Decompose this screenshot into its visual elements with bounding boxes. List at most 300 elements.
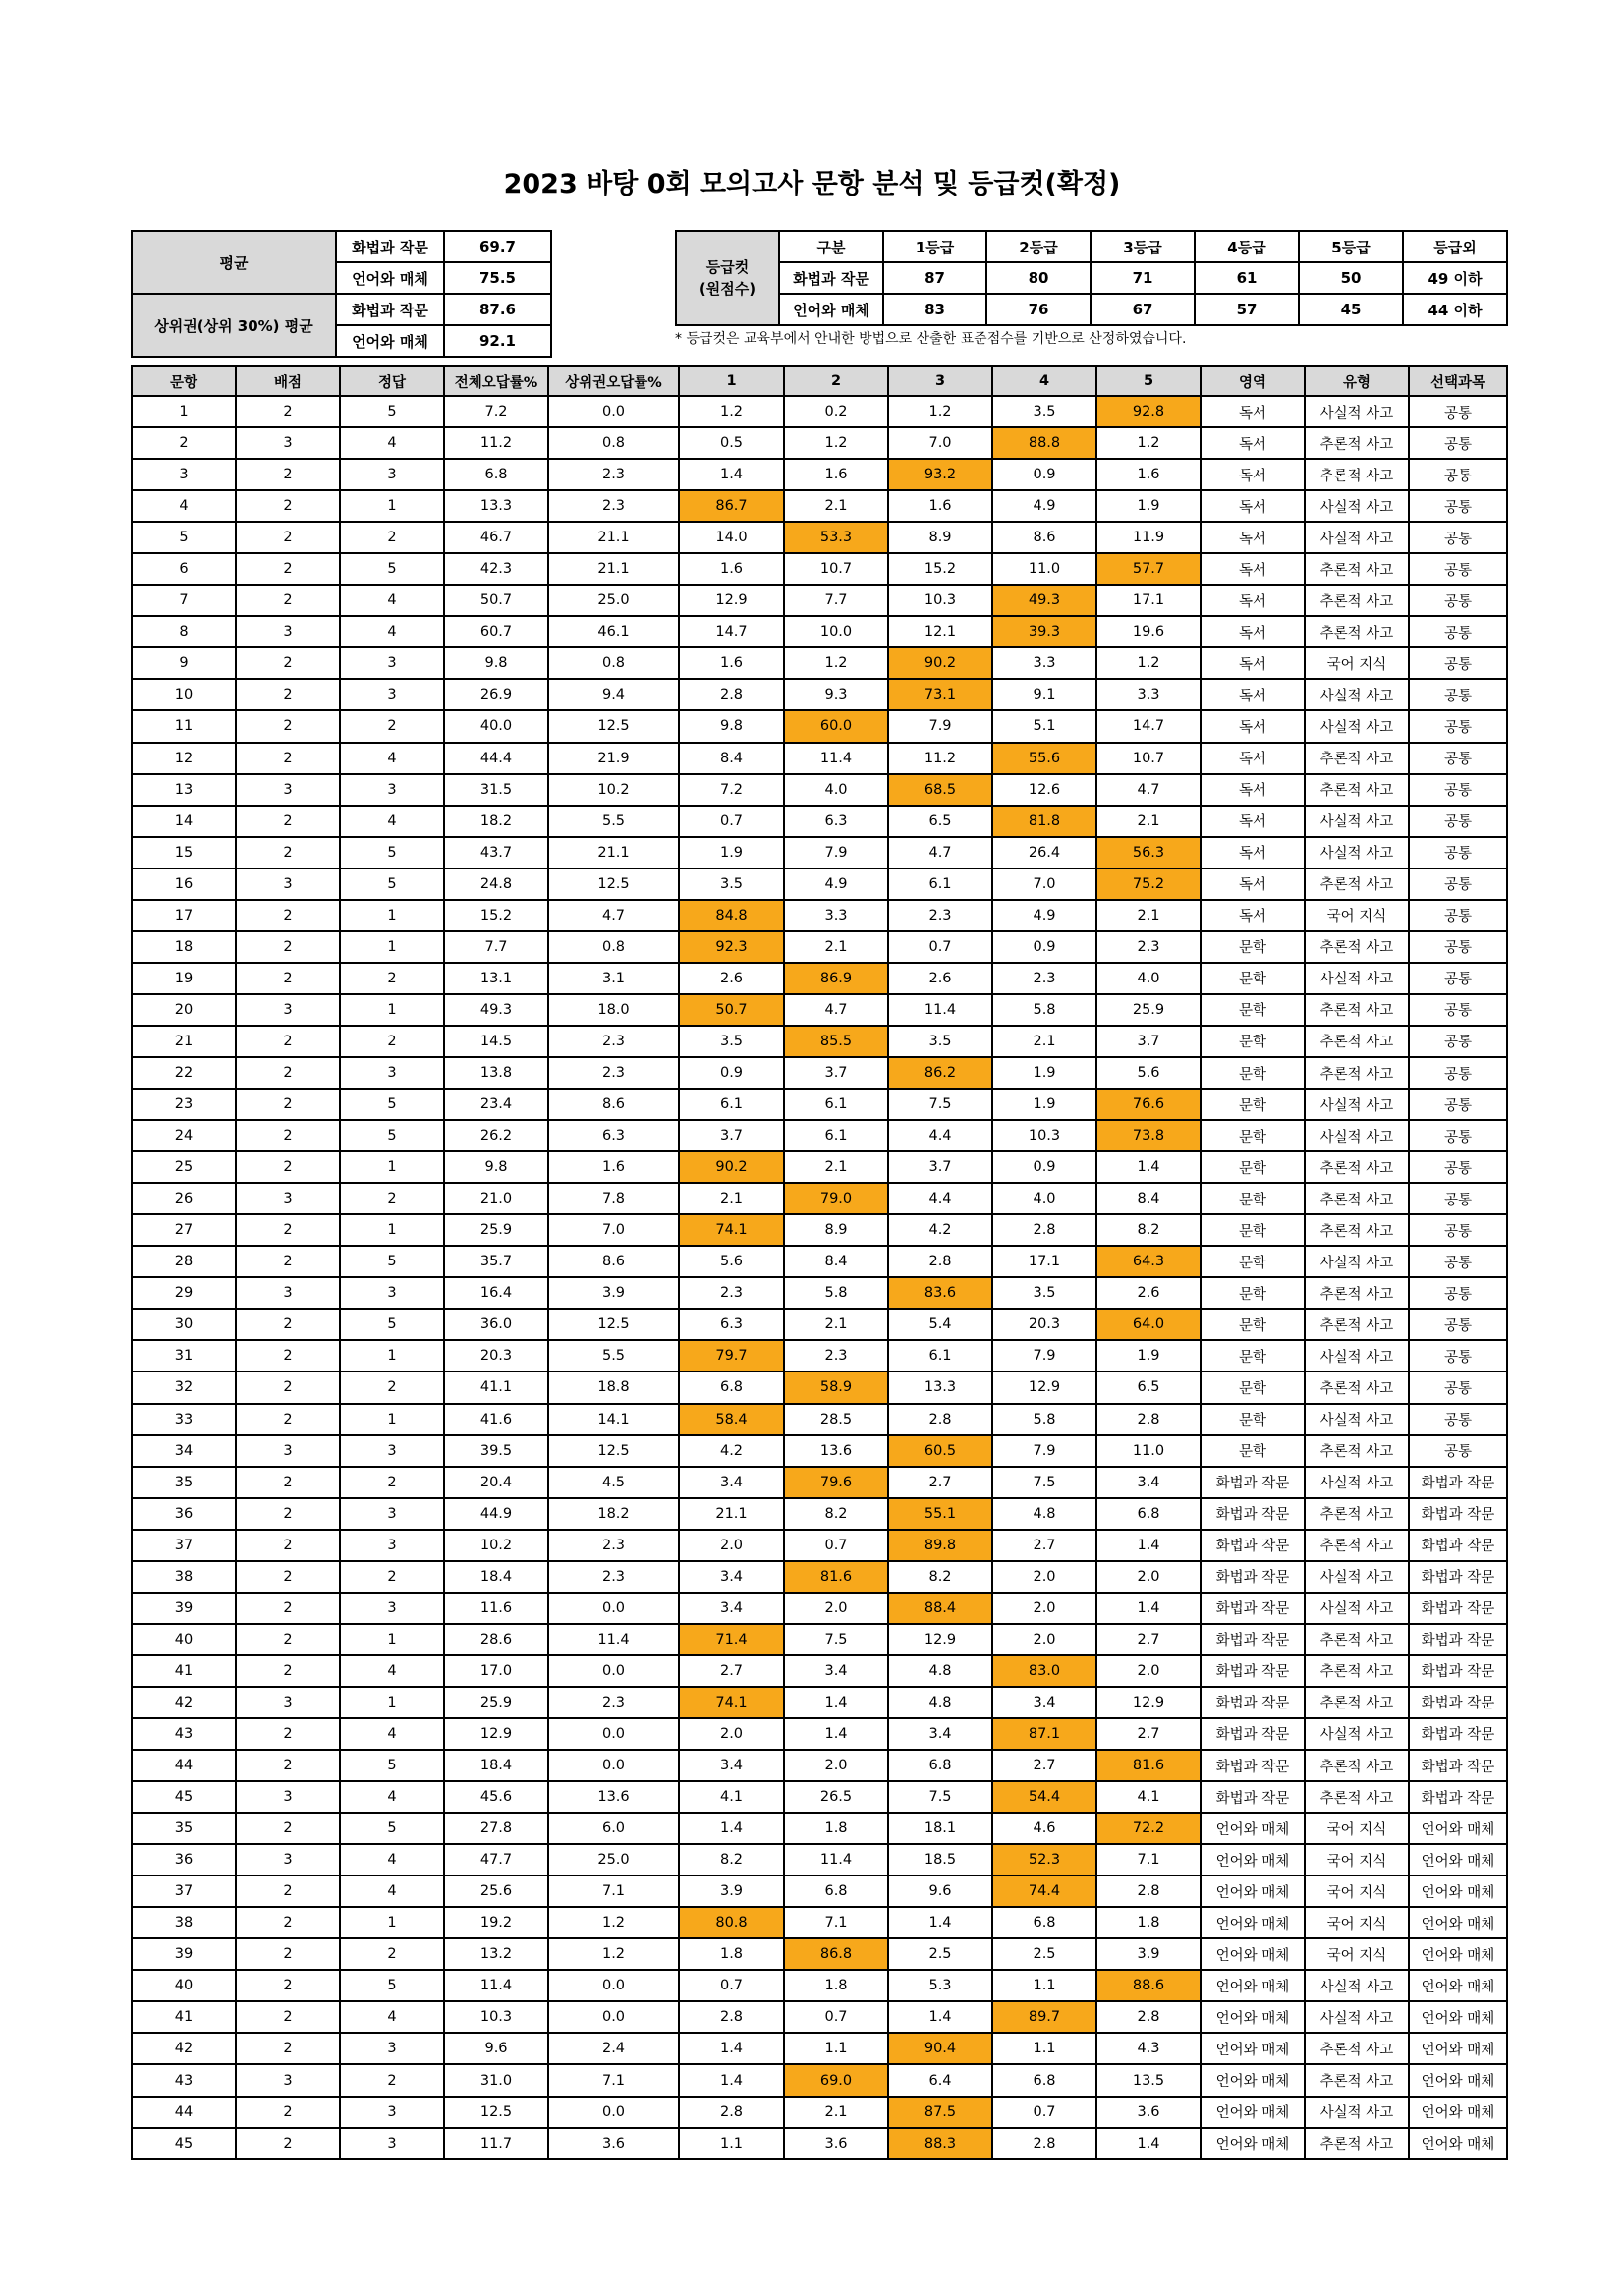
table-cell: 14.1 xyxy=(548,1404,679,1435)
table-cell: 33 xyxy=(132,1404,236,1435)
table-cell: 1.6 xyxy=(784,459,888,490)
table-cell: 6 xyxy=(132,553,236,585)
table-cell: 3.4 xyxy=(679,1593,784,1624)
correct-answer-rate-cell: 49.3 xyxy=(992,585,1096,616)
table-cell: 2 xyxy=(236,1467,340,1498)
table-cell: 17.0 xyxy=(444,1655,548,1687)
table-cell: 2 xyxy=(236,710,340,742)
table-cell: 문학 xyxy=(1201,963,1305,994)
correct-answer-rate-cell: 74.1 xyxy=(679,1214,784,1246)
table-cell: 언어와 매체 xyxy=(1201,1938,1305,1970)
column-header: 배점 xyxy=(236,366,340,396)
table-row xyxy=(132,553,1507,585)
column-header: 2 xyxy=(784,366,888,396)
table-cell: 1.2 xyxy=(784,647,888,679)
table-cell: 12.1 xyxy=(888,616,992,647)
correct-answer-rate-cell: 89.8 xyxy=(888,1530,992,1561)
table-cell: 9.6 xyxy=(888,1876,992,1907)
table-cell: 2.0 xyxy=(1096,1561,1201,1593)
table-cell: 사실적 사고 xyxy=(1305,1089,1409,1120)
table-cell: 2 xyxy=(236,1214,340,1246)
table-row xyxy=(132,2064,1507,2096)
table-cell: 언어와 매체 xyxy=(1201,2001,1305,2033)
table-cell: 화법과 작문 xyxy=(1409,1498,1507,1530)
table-cell: 4.0 xyxy=(1096,963,1201,994)
grade-cut-header: 5등급 xyxy=(1299,231,1403,262)
correct-answer-rate-cell: 55.6 xyxy=(992,743,1096,774)
table-cell: 2 xyxy=(236,1530,340,1561)
correct-answer-rate-cell: 92.8 xyxy=(1096,396,1201,427)
table-cell: 7.5 xyxy=(888,1781,992,1813)
table-cell: 화법과 작문 xyxy=(1201,1498,1305,1530)
table-cell: 3 xyxy=(340,1435,444,1467)
table-cell: 1.4 xyxy=(679,2064,784,2096)
table-cell: 10 xyxy=(132,679,236,710)
table-row xyxy=(132,490,1507,522)
table-cell: 문학 xyxy=(1201,1089,1305,1120)
table-cell: 7.5 xyxy=(888,1089,992,1120)
table-cell: 1 xyxy=(340,1624,444,1655)
table-cell: 1.4 xyxy=(679,2033,784,2064)
grade-cut-subject: 언어와 매체 xyxy=(779,294,883,325)
table-cell: 44 xyxy=(132,1750,236,1781)
table-cell: 0.9 xyxy=(992,931,1096,963)
correct-answer-rate-cell: 86.7 xyxy=(679,490,784,522)
average-value: 87.6 xyxy=(444,294,551,325)
table-cell: 7.7 xyxy=(784,585,888,616)
table-cell: 35.7 xyxy=(444,1246,548,1277)
table-cell: 1.1 xyxy=(992,2033,1096,2064)
table-cell: 2 xyxy=(236,1750,340,1781)
table-cell: 2 xyxy=(236,1340,340,1372)
table-cell: 4 xyxy=(340,427,444,459)
table-cell: 언어와 매체 xyxy=(1409,1907,1507,1938)
table-cell: 46.1 xyxy=(548,616,679,647)
table-cell: 2 xyxy=(236,1907,340,1938)
table-cell: 2.1 xyxy=(679,1183,784,1214)
correct-answer-rate-cell: 50.7 xyxy=(679,994,784,1026)
table-cell: 화법과 작문 xyxy=(1201,1655,1305,1687)
correct-answer-rate-cell: 56.3 xyxy=(1096,837,1201,868)
table-cell: 14.7 xyxy=(1096,710,1201,742)
table-cell: 5 xyxy=(340,396,444,427)
correct-answer-rate-cell: 92.3 xyxy=(679,931,784,963)
table-cell: 2 xyxy=(236,1026,340,1057)
table-cell: 18.1 xyxy=(888,1813,992,1844)
table-cell: 2.7 xyxy=(992,1530,1096,1561)
table-cell: 25 xyxy=(132,1151,236,1183)
table-row xyxy=(132,1561,1507,1593)
table-cell: 사실적 사고 xyxy=(1305,1404,1409,1435)
average-subject: 화법과 작문 xyxy=(336,231,444,262)
table-cell: 9.8 xyxy=(444,1151,548,1183)
table-cell: 1.9 xyxy=(992,1057,1096,1089)
table-cell: 2.1 xyxy=(1096,806,1201,837)
table-cell: 6.5 xyxy=(1096,1372,1201,1403)
table-cell: 2.8 xyxy=(679,2097,784,2128)
correct-answer-rate-cell: 76.6 xyxy=(1096,1089,1201,1120)
table-cell: 38 xyxy=(132,1907,236,1938)
table-cell: 추론적 사고 xyxy=(1305,1435,1409,1467)
table-cell: 11.9 xyxy=(1096,522,1201,553)
table-cell: 0.9 xyxy=(679,1057,784,1089)
grade-cut-value: 83 xyxy=(883,294,986,325)
table-cell: 2 xyxy=(236,396,340,427)
table-cell: 12.6 xyxy=(992,774,1096,806)
table-cell: 0.0 xyxy=(548,1750,679,1781)
table-cell: 추론적 사고 xyxy=(1305,931,1409,963)
table-cell: 추론적 사고 xyxy=(1305,1530,1409,1561)
table-cell: 공통 xyxy=(1409,994,1507,1026)
table-cell: 2.3 xyxy=(548,1687,679,1718)
column-header: 3 xyxy=(888,366,992,396)
table-cell: 26.5 xyxy=(784,1781,888,1813)
table-cell: 1.9 xyxy=(992,1089,1096,1120)
table-cell: 언어와 매체 xyxy=(1409,2064,1507,2096)
table-cell: 추론적 사고 xyxy=(1305,1151,1409,1183)
table-row xyxy=(132,2033,1507,2064)
table-cell: 3.5 xyxy=(888,1026,992,1057)
table-cell: 독서 xyxy=(1201,553,1305,585)
table-cell: 2.6 xyxy=(888,963,992,994)
table-row xyxy=(132,2001,1507,2033)
table-cell: 공통 xyxy=(1409,963,1507,994)
correct-answer-rate-cell: 73.8 xyxy=(1096,1120,1201,1151)
table-cell: 2 xyxy=(236,2001,340,2033)
table-cell: 2 xyxy=(236,2128,340,2159)
table-cell: 2 xyxy=(236,1151,340,1183)
table-cell: 화법과 작문 xyxy=(1201,1530,1305,1561)
table-cell: 7.0 xyxy=(548,1214,679,1246)
grade-cut-label-text: 등급컷 (원점수) xyxy=(699,258,756,298)
correct-answer-rate-cell: 88.4 xyxy=(888,1593,992,1624)
table-cell: 독서 xyxy=(1201,396,1305,427)
table-cell: 독서 xyxy=(1201,490,1305,522)
table-cell: 40 xyxy=(132,1970,236,2001)
table-cell: 3 xyxy=(340,2097,444,2128)
table-cell: 4.9 xyxy=(784,868,888,900)
table-cell: 문학 xyxy=(1201,1435,1305,1467)
table-cell: 2 xyxy=(340,710,444,742)
table-cell: 3.6 xyxy=(784,2128,888,2159)
table-cell: 0.0 xyxy=(548,396,679,427)
table-cell: 4 xyxy=(340,1844,444,1876)
table-cell: 12.5 xyxy=(548,710,679,742)
table-cell: 13.6 xyxy=(548,1781,679,1813)
table-cell: 추론적 사고 xyxy=(1305,1781,1409,1813)
table-cell: 3.4 xyxy=(679,1561,784,1593)
table-cell: 문학 xyxy=(1201,1372,1305,1403)
table-cell: 3 xyxy=(236,774,340,806)
table-cell: 8.2 xyxy=(888,1561,992,1593)
table-cell: 언어와 매체 xyxy=(1409,1970,1507,2001)
column-header: 1 xyxy=(679,366,784,396)
table-cell: 13 xyxy=(132,774,236,806)
table-cell: 독서 xyxy=(1201,647,1305,679)
table-cell: 3.4 xyxy=(1096,1467,1201,1498)
table-cell: 43 xyxy=(132,1718,236,1750)
table-cell: 1.2 xyxy=(888,396,992,427)
table-cell: 2 xyxy=(236,585,340,616)
grade-cut-value: 44 이하 xyxy=(1403,294,1507,325)
table-cell: 2.8 xyxy=(888,1404,992,1435)
table-cell: 21.1 xyxy=(548,522,679,553)
table-cell: 추론적 사고 xyxy=(1305,1183,1409,1214)
table-cell: 2.8 xyxy=(992,1214,1096,1246)
table-cell: 12.9 xyxy=(679,585,784,616)
table-cell: 2 xyxy=(236,1404,340,1435)
table-cell: 0.7 xyxy=(992,2097,1096,2128)
table-cell: 언어와 매체 xyxy=(1201,2064,1305,2096)
table-row xyxy=(132,1813,1507,1844)
table-cell: 1 xyxy=(340,900,444,931)
table-cell: 2 xyxy=(236,1876,340,1907)
table-cell: 41.1 xyxy=(444,1372,548,1403)
table-cell: 공통 xyxy=(1409,396,1507,427)
table-cell: 문학 xyxy=(1201,1309,1305,1340)
table-cell: 화법과 작문 xyxy=(1201,1561,1305,1593)
table-cell: 60.7 xyxy=(444,616,548,647)
table-cell: 4.9 xyxy=(992,900,1096,931)
correct-answer-rate-cell: 88.8 xyxy=(992,427,1096,459)
grade-cut-value: 67 xyxy=(1091,294,1195,325)
table-cell: 추론적 사고 xyxy=(1305,2128,1409,2159)
table-cell: 2.7 xyxy=(1096,1624,1201,1655)
table-cell: 5.1 xyxy=(992,710,1096,742)
table-cell: 7.1 xyxy=(1096,1844,1201,1876)
table-cell: 독서 xyxy=(1201,837,1305,868)
table-row xyxy=(132,427,1507,459)
table-cell: 7.9 xyxy=(992,1435,1096,1467)
table-cell: 3 xyxy=(340,1277,444,1309)
table-row xyxy=(132,1467,1507,1498)
table-cell: 2 xyxy=(236,806,340,837)
table-cell: 36.0 xyxy=(444,1309,548,1340)
table-cell: 문학 xyxy=(1201,1183,1305,1214)
table-cell: 1.2 xyxy=(548,1938,679,1970)
table-cell: 10.2 xyxy=(548,774,679,806)
table-cell: 14.0 xyxy=(679,522,784,553)
table-cell: 18.4 xyxy=(444,1750,548,1781)
column-header: 영역 xyxy=(1201,366,1305,396)
table-cell: 6.8 xyxy=(992,1907,1096,1938)
table-cell: 3.7 xyxy=(888,1151,992,1183)
table-cell: 언어와 매체 xyxy=(1409,2033,1507,2064)
table-cell: 사실적 사고 xyxy=(1305,1718,1409,1750)
table-cell: 4.8 xyxy=(992,1498,1096,1530)
table-cell: 3.3 xyxy=(1096,679,1201,710)
table-cell: 추론적 사고 xyxy=(1305,774,1409,806)
table-cell: 6.8 xyxy=(784,1876,888,1907)
table-cell: 0.2 xyxy=(784,396,888,427)
table-cell: 0.0 xyxy=(548,2097,679,2128)
table-cell: 5.8 xyxy=(992,994,1096,1026)
table-cell: 36 xyxy=(132,1498,236,1530)
table-cell: 13.5 xyxy=(1096,2064,1201,2096)
table-cell: 11.7 xyxy=(444,2128,548,2159)
table-cell: 4 xyxy=(340,2001,444,2033)
average-score-table xyxy=(131,230,552,358)
table-cell: 공통 xyxy=(1409,616,1507,647)
table-row xyxy=(132,2097,1507,2128)
table-cell: 독서 xyxy=(1201,900,1305,931)
table-cell: 8.6 xyxy=(548,1246,679,1277)
table-cell: 1.4 xyxy=(1096,1530,1201,1561)
table-cell: 0.8 xyxy=(548,647,679,679)
table-cell: 추론적 사고 xyxy=(1305,1214,1409,1246)
table-cell: 4.6 xyxy=(992,1813,1096,1844)
grade-cut-value: 71 xyxy=(1091,262,1195,294)
table-cell: 추론적 사고 xyxy=(1305,2033,1409,2064)
table-cell: 공통 xyxy=(1409,806,1507,837)
table-cell: 공통 xyxy=(1409,1340,1507,1372)
table-cell: 15.2 xyxy=(888,553,992,585)
table-cell: 2 xyxy=(236,2097,340,2128)
table-cell: 11.4 xyxy=(548,1624,679,1655)
table-cell: 42 xyxy=(132,1687,236,1718)
table-cell: 20.3 xyxy=(444,1340,548,1372)
table-cell: 2 xyxy=(340,963,444,994)
table-cell: 1.4 xyxy=(784,1718,888,1750)
table-cell: 3 xyxy=(340,2128,444,2159)
table-cell: 문학 xyxy=(1201,1246,1305,1277)
table-cell: 2.5 xyxy=(992,1938,1096,1970)
correct-answer-rate-cell: 87.1 xyxy=(992,1718,1096,1750)
table-cell: 31.0 xyxy=(444,2064,548,2096)
table-cell: 23 xyxy=(132,1089,236,1120)
table-cell: 1.8 xyxy=(784,1970,888,2001)
table-cell: 0.7 xyxy=(888,931,992,963)
table-row xyxy=(132,1214,1507,1246)
table-cell: 26.4 xyxy=(992,837,1096,868)
table-cell: 6.4 xyxy=(888,2064,992,2096)
grade-cut-header: 구분 xyxy=(779,231,883,262)
table-cell: 12.5 xyxy=(548,868,679,900)
table-cell: 2.0 xyxy=(992,1593,1096,1624)
correct-answer-rate-cell: 60.0 xyxy=(784,710,888,742)
table-cell: 2.3 xyxy=(548,1530,679,1561)
table-cell: 31 xyxy=(132,1340,236,1372)
table-cell: 2 xyxy=(236,1057,340,1089)
table-cell: 6.8 xyxy=(1096,1498,1201,1530)
table-cell: 2 xyxy=(236,1089,340,1120)
table-cell: 18.2 xyxy=(548,1498,679,1530)
table-cell: 공통 xyxy=(1409,647,1507,679)
grade-cut-header: 4등급 xyxy=(1195,231,1299,262)
table-cell: 4.5 xyxy=(548,1467,679,1498)
table-cell: 2 xyxy=(340,522,444,553)
table-cell: 42 xyxy=(132,2033,236,2064)
table-cell: 5 xyxy=(340,1089,444,1120)
column-header: 선택과목 xyxy=(1409,366,1507,396)
correct-answer-rate-cell: 88.6 xyxy=(1096,1970,1201,2001)
column-header: 상위권오답률% xyxy=(548,366,679,396)
table-cell: 20.3 xyxy=(992,1309,1096,1340)
table-cell: 2 xyxy=(340,2064,444,2096)
table-cell: 0.0 xyxy=(548,1970,679,2001)
table-cell: 추론적 사고 xyxy=(1305,427,1409,459)
table-cell: 2.7 xyxy=(992,1750,1096,1781)
table-cell: 11.0 xyxy=(1096,1435,1201,1467)
table-cell: 7.1 xyxy=(784,1907,888,1938)
table-cell: 4.7 xyxy=(1096,774,1201,806)
table-cell: 45.6 xyxy=(444,1781,548,1813)
table-cell: 9.4 xyxy=(548,679,679,710)
table-cell: 12.9 xyxy=(444,1718,548,1750)
table-cell: 8.2 xyxy=(1096,1214,1201,1246)
table-cell: 21 xyxy=(132,1026,236,1057)
table-cell: 5.6 xyxy=(1096,1057,1201,1089)
table-cell: 11.0 xyxy=(992,553,1096,585)
table-cell: 2 xyxy=(236,1561,340,1593)
table-cell: 3.4 xyxy=(992,1687,1096,1718)
table-row xyxy=(132,647,1507,679)
grade-cut-value: 49 이하 xyxy=(1403,262,1507,294)
table-cell: 3 xyxy=(340,459,444,490)
table-cell: 2.3 xyxy=(548,1026,679,1057)
table-cell: 화법과 작문 xyxy=(1409,1750,1507,1781)
table-cell: 3.7 xyxy=(784,1057,888,1089)
table-cell: 공통 xyxy=(1409,1183,1507,1214)
table-cell: 사실적 사고 xyxy=(1305,1120,1409,1151)
table-cell: 2.1 xyxy=(992,1026,1096,1057)
table-row xyxy=(132,1876,1507,1907)
table-cell: 공통 xyxy=(1409,868,1507,900)
table-cell: 18.5 xyxy=(888,1844,992,1876)
table-cell: 2 xyxy=(132,427,236,459)
correct-answer-rate-cell: 86.2 xyxy=(888,1057,992,1089)
column-header: 4 xyxy=(992,366,1096,396)
table-cell: 18.0 xyxy=(548,994,679,1026)
table-cell: 추론적 사고 xyxy=(1305,743,1409,774)
table-cell: 추론적 사고 xyxy=(1305,1026,1409,1057)
table-cell: 1 xyxy=(132,396,236,427)
table-cell: 3 xyxy=(236,994,340,1026)
table-cell: 5 xyxy=(340,1309,444,1340)
table-cell: 사실적 사고 xyxy=(1305,1561,1409,1593)
table-cell: 공통 xyxy=(1409,743,1507,774)
table-cell: 8.2 xyxy=(784,1498,888,1530)
table-cell: 17.1 xyxy=(1096,585,1201,616)
table-cell: 3.3 xyxy=(992,647,1096,679)
table-cell: 8.4 xyxy=(1096,1183,1201,1214)
table-cell: 17 xyxy=(132,900,236,931)
correct-answer-rate-cell: 74.1 xyxy=(679,1687,784,1718)
table-cell: 문학 xyxy=(1201,931,1305,963)
table-cell: 6.8 xyxy=(444,459,548,490)
table-cell: 2.0 xyxy=(679,1718,784,1750)
table-cell: 34 xyxy=(132,1435,236,1467)
table-cell: 3.3 xyxy=(784,900,888,931)
table-cell: 1.2 xyxy=(548,1907,679,1938)
table-cell: 4 xyxy=(340,806,444,837)
table-row xyxy=(132,1246,1507,1277)
table-row xyxy=(132,1435,1507,1467)
table-cell: 2.1 xyxy=(784,1151,888,1183)
table-cell: 4 xyxy=(340,743,444,774)
table-row xyxy=(132,1907,1507,1938)
table-cell: 4.7 xyxy=(784,994,888,1026)
table-cell: 2 xyxy=(236,1246,340,1277)
table-cell: 19 xyxy=(132,963,236,994)
table-row xyxy=(132,1781,1507,1813)
table-cell: 7.5 xyxy=(992,1467,1096,1498)
table-cell: 25.0 xyxy=(548,1844,679,1876)
table-cell: 10.7 xyxy=(1096,743,1201,774)
table-cell: 46.7 xyxy=(444,522,548,553)
correct-answer-rate-cell: 64.3 xyxy=(1096,1246,1201,1277)
table-cell: 0.0 xyxy=(548,1593,679,1624)
